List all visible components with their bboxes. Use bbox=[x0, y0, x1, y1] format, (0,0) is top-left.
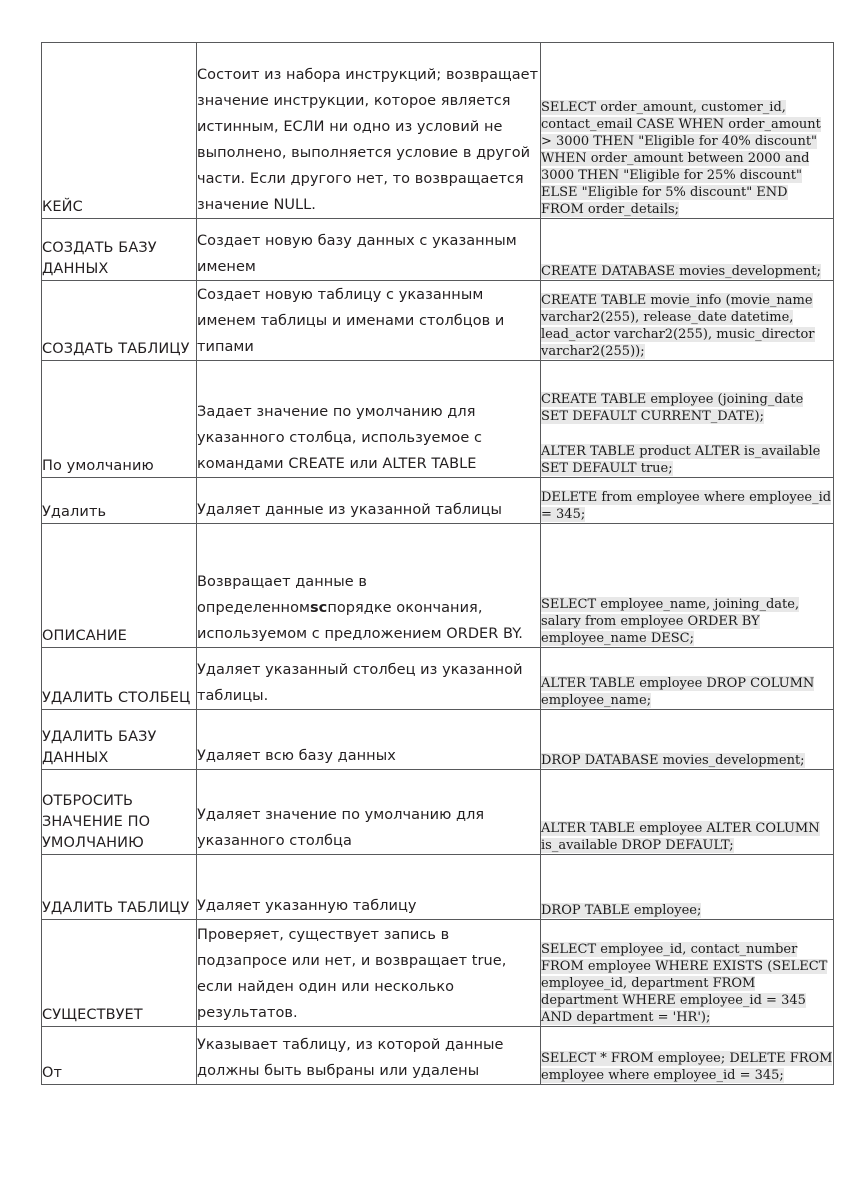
sql-code-text: SELECT order_amount, customer_id, contact_email CASE WHEN order_amount > 3000 THEN "Eligible for 40% discount" WHEN order_amount between 2000 and 3000 THEN "Eligible for 25% discount" ELSE "Eligible for 5% discount" END FROM order_details; bbox=[541, 100, 821, 217]
table-row bbox=[42, 219, 834, 281]
table-row bbox=[42, 361, 834, 478]
sql-code-block bbox=[541, 752, 833, 769]
command-term-text: ОПИСАНИЕ bbox=[42, 628, 127, 644]
command-syntax-cell bbox=[541, 219, 834, 281]
sql-commands-table bbox=[41, 42, 834, 1085]
command-term-text: ОТБРОСИТЬ ЗНАЧЕНИЕ ПО УМОЛЧАНИЮ bbox=[42, 793, 151, 851]
sql-code-block bbox=[541, 902, 833, 919]
sql-code-text: DROP TABLE employee; bbox=[541, 903, 702, 918]
command-term-text: СОЗДАТЬ ТАБЛИЦУ bbox=[42, 341, 190, 357]
command-term-text: По умолчанию bbox=[42, 458, 154, 474]
sql-code-text: SELECT employee_id, contact_number FROM employee WHERE EXISTS (SELECT employee_id, department FROM department WHERE employee_id = 345 AND department = 'HR'); bbox=[541, 942, 828, 1025]
sql-code-block bbox=[541, 820, 833, 854]
command-term-cell bbox=[42, 478, 197, 524]
command-term-text: УДАЛИТЬ ТАБЛИЦУ bbox=[42, 900, 190, 916]
command-term-text: СОЗДАТЬ БАЗУ ДАННЫХ bbox=[42, 240, 157, 277]
sql-code-block bbox=[541, 1050, 833, 1084]
sql-code-block bbox=[541, 99, 833, 218]
command-description-cell bbox=[197, 478, 541, 524]
command-syntax-cell bbox=[541, 43, 834, 219]
command-term-text: СУЩЕСТВУЕТ bbox=[42, 1007, 143, 1023]
command-description-text: Удаляет указанную таблицу bbox=[197, 898, 417, 914]
command-term-cell bbox=[42, 219, 197, 281]
command-term-cell bbox=[42, 1027, 197, 1085]
command-term-cell bbox=[42, 43, 197, 219]
sql-code-text: DROP DATABASE movies_development; bbox=[541, 753, 805, 768]
command-description-text: Удаляет указанный столбец из указанной таблицы. bbox=[197, 662, 523, 704]
sql-code-text: CREATE DATABASE movies_development; bbox=[541, 264, 821, 279]
command-term-cell bbox=[42, 770, 197, 855]
command-term-text: УДАЛИТЬ БАЗУ ДАННЫХ bbox=[42, 729, 157, 766]
command-description-text: Создает новую базу данных с указанным именем bbox=[197, 233, 517, 275]
command-term-text: УДАЛИТЬ СТОЛБЕЦ bbox=[42, 690, 191, 706]
sql-code-block bbox=[541, 263, 833, 280]
command-description-text: Удаляет всю базу данных bbox=[197, 748, 396, 764]
sql-code-block bbox=[541, 941, 833, 1026]
command-description-cell bbox=[197, 855, 541, 920]
command-description-text: Возвращает данные в определенном bbox=[197, 574, 368, 616]
command-syntax-cell bbox=[541, 281, 834, 361]
command-term-cell bbox=[42, 361, 197, 478]
sql-commands-table-body bbox=[42, 43, 834, 1085]
command-description-cell bbox=[197, 770, 541, 855]
sql-code-block bbox=[541, 391, 833, 425]
command-description-text: Создает новую таблицу с указанным именем таблицы и именами столбцов и типами bbox=[197, 287, 505, 355]
table-row bbox=[42, 43, 834, 219]
sql-code-block bbox=[541, 489, 833, 523]
command-description-cell bbox=[197, 281, 541, 361]
table-row bbox=[42, 920, 834, 1027]
command-term-cell bbox=[42, 920, 197, 1027]
table-row bbox=[42, 478, 834, 524]
command-syntax-cell bbox=[541, 920, 834, 1027]
command-description-cell bbox=[197, 524, 541, 648]
command-description-cell bbox=[197, 219, 541, 281]
sql-code-block bbox=[541, 443, 833, 477]
table-row bbox=[42, 1027, 834, 1085]
sql-code-text: DELETE from employee where employee_id = 345; bbox=[541, 490, 832, 522]
sql-code-block bbox=[541, 292, 833, 360]
sql-code-block bbox=[541, 596, 833, 647]
command-term-cell bbox=[42, 648, 197, 710]
sql-code-text: CREATE TABLE employee (joining_date SET DEFAULT CURRENT_DATE); bbox=[541, 392, 804, 424]
table-row bbox=[42, 281, 834, 361]
sql-code-text: SELECT * FROM employee; DELETE FROM employee where employee_id = 345; bbox=[541, 1051, 833, 1083]
command-syntax-cell bbox=[541, 855, 834, 920]
command-description-text: Задает значение по умолчанию для указанного столбца, используемое с командами CREATE или ALTER TABLE bbox=[197, 404, 483, 472]
command-description-cell bbox=[197, 648, 541, 710]
command-term-cell bbox=[42, 524, 197, 648]
command-description-cell bbox=[197, 1027, 541, 1085]
command-syntax-cell bbox=[541, 524, 834, 648]
sql-code-text: CREATE TABLE movie_info (movie_name varchar2(255), release_date datetime, lead_actor varchar2(255), music_director varchar2(255)); bbox=[541, 293, 815, 359]
command-syntax-cell bbox=[541, 648, 834, 710]
command-description-text: Проверяет, существует запись в подзапросе или нет, и возвращает true, если найден один или несколько результатов. bbox=[197, 927, 507, 1021]
command-term-cell bbox=[42, 281, 197, 361]
command-syntax-cell bbox=[541, 710, 834, 770]
command-syntax-cell bbox=[541, 770, 834, 855]
sql-code-text: ALTER TABLE product ALTER is_available SET DEFAULT true; bbox=[541, 444, 821, 476]
command-term-cell bbox=[42, 710, 197, 770]
command-term-text: От bbox=[42, 1065, 63, 1081]
sql-code-text: SELECT employee_name, joining_date, salary from employee ORDER BY employee_name DESC; bbox=[541, 597, 800, 646]
command-description-text: Состоит из набора инструкций; возвращает значение инструкции, которое является истинным, ЕСЛИ ни одно из условий не выполнено, выполняется условие в другой части. Если другого нет, то возвращается значение NULL. bbox=[197, 67, 539, 213]
command-term-text: Удалить bbox=[42, 504, 107, 520]
sql-code-text: ALTER TABLE employee ALTER COLUMN is_available DROP DEFAULT; bbox=[541, 821, 820, 853]
table-row bbox=[42, 648, 834, 710]
sql-code-block bbox=[541, 675, 833, 709]
command-description-text: Удаляет данные из указанной таблицы bbox=[197, 502, 503, 518]
table-row bbox=[42, 524, 834, 648]
command-syntax-cell bbox=[541, 1027, 834, 1085]
command-description-cell bbox=[197, 43, 541, 219]
command-description-text: порядке окончания, используемом с предложением ORDER BY. bbox=[197, 600, 523, 642]
command-description-text: Указывает таблицу, из которой данные должны быть выбраны или удалены bbox=[197, 1037, 504, 1079]
command-description-cell bbox=[197, 920, 541, 1027]
command-description-text: sc bbox=[309, 600, 328, 616]
sql-code-text: ALTER TABLE employee DROP COLUMN employee_name; bbox=[541, 676, 815, 708]
table-row bbox=[42, 710, 834, 770]
command-description-cell bbox=[197, 710, 541, 770]
command-syntax-cell bbox=[541, 478, 834, 524]
command-term-cell bbox=[42, 855, 197, 920]
table-row bbox=[42, 855, 834, 920]
command-term-text: КЕЙС bbox=[42, 199, 83, 215]
table-row bbox=[42, 770, 834, 855]
command-description-cell bbox=[197, 361, 541, 478]
command-description-text: Удаляет значение по умолчанию для указанного столбца bbox=[197, 807, 485, 849]
command-syntax-cell bbox=[541, 361, 834, 478]
